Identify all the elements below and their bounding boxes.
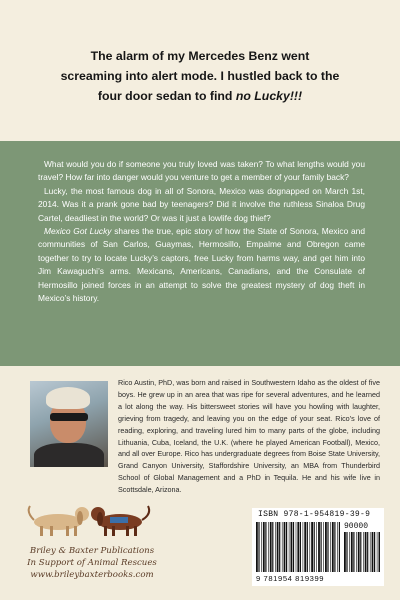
- synopsis-paragraph-3-rest: shares the true, epic story of how the State of Sonora, Mexico and communities of San Carlos, Guaymas, Hermosillo, Empalme and Obregon came together to try to locate Lucky’s captors, free Lucky from harms way, and get him into Jim Kawaguchi’s arms. Mexicans, Americans, Canadians, and the Consulate of Hermosillo joined forces in an attempt to solve the greatest mystery of dog theft in Mexico’s history.: [38, 226, 365, 304]
- barcode-bar: [377, 532, 378, 572]
- barcode-bar: [379, 532, 381, 572]
- publisher-info: [22, 545, 162, 581]
- barcode-bar: [337, 522, 338, 572]
- hook-line-1: The alarm of my Mercedes Benz went: [90, 49, 310, 63]
- synopsis-paragraph-1: What would you do if someone you truly loved was taken? To what lengths would you travel? How far into danger would you venture to get a member of your family back?: [38, 159, 365, 183]
- barcode-bar: [256, 522, 258, 572]
- dachshund-left-icon: [29, 506, 89, 536]
- barcode-bar: [297, 522, 299, 572]
- barcode-bar: [275, 522, 276, 572]
- barcode-bar: [289, 522, 290, 572]
- barcode-bar: [353, 532, 354, 572]
- author-photo: [30, 381, 108, 467]
- synopsis-text: [38, 158, 365, 305]
- barcode-bar: [372, 532, 374, 572]
- dachshund-right-icon: [91, 506, 149, 536]
- barcode-bar: [325, 522, 327, 572]
- synopsis-paragraph-2: Lucky, the most famous dog in all of Sonora, Mexico was dognapped on March 1st, 2014. Was it a prank gone bad by teenagers? Did it involve the ruthless Sinaloa Drug Cartel, deadliest in the world? Or was it just a lowlife dog thief?: [38, 185, 365, 223]
- author-photo-hair: [46, 387, 90, 409]
- barcode-bar: [296, 522, 297, 572]
- barcode-bar: [351, 532, 353, 572]
- publisher-logo-dogs: [20, 492, 160, 542]
- barcode-bar: [316, 522, 317, 572]
- publisher-tagline: In Support of Animal Rescues: [27, 558, 157, 568]
- author-photo-sunglasses: [50, 413, 88, 421]
- hook-line-3-prefix: four door sedan to find: [97, 89, 236, 103]
- author-photo-shirt: [34, 443, 104, 467]
- barcode-bar: [318, 522, 320, 572]
- barcode-bar: [279, 522, 280, 572]
- barcode-bar: [272, 522, 273, 572]
- barcode-bar: [284, 522, 286, 572]
- price-code: 90000: [344, 522, 369, 531]
- barcode-bar: [367, 532, 368, 572]
- hook-line-2: screaming into alert mode. I hustled back to the: [60, 69, 340, 83]
- barcode-bar: [304, 522, 306, 572]
- barcode-bar: [286, 522, 287, 572]
- barcode-bar: [293, 522, 294, 572]
- barcode-bar: [310, 522, 311, 572]
- barcode-bar: [300, 522, 301, 572]
- barcode-bar: [270, 522, 272, 572]
- barcode-bar: [303, 522, 304, 572]
- hook-line-3-italic: no Lucky!!!: [235, 89, 303, 103]
- barcode-bar: [314, 522, 315, 572]
- barcode-bar: [358, 532, 360, 572]
- barcode-bar: [311, 522, 313, 572]
- barcode-bar: [277, 522, 279, 572]
- barcode-bar: [268, 522, 269, 572]
- barcode-bar: [346, 532, 347, 572]
- publisher-name: Briley & Baxter Publications: [29, 546, 155, 556]
- barcode-bar: [363, 532, 364, 572]
- barcode-bar: [332, 522, 334, 572]
- barcode-bar: [327, 522, 328, 572]
- price-barcode: [344, 532, 380, 572]
- barcode-bar: [330, 522, 331, 572]
- barcode-bar: [323, 522, 324, 572]
- ean-barcode: [256, 522, 340, 572]
- barcode-digits: 9 781954 819399: [256, 574, 325, 583]
- barcode-bar: [321, 522, 322, 572]
- barcode-bar: [258, 522, 259, 572]
- barcode-bar: [334, 522, 335, 572]
- barcode-bar: [261, 522, 262, 572]
- book-title-italic: Mexico Got Lucky: [44, 226, 112, 237]
- barcode-bar: [356, 532, 357, 572]
- barcode-bar: [291, 522, 293, 572]
- isbn-label: ISBN 978-1-954819-39-9: [258, 510, 371, 519]
- publisher-website: www.brileybaxterbooks.com: [30, 570, 154, 580]
- barcode-bar: [360, 532, 361, 572]
- hook-quote: [22, 46, 378, 106]
- barcode-bar: [307, 522, 308, 572]
- barcode-bar: [339, 522, 340, 572]
- barcode-bar: [344, 532, 346, 572]
- barcode-bar: [349, 532, 350, 572]
- synopsis-paragraph-3: [38, 225, 365, 305]
- barcode-bar: [282, 522, 283, 572]
- barcode-bar: [265, 522, 266, 572]
- barcode-bar: [365, 532, 367, 572]
- author-bio: Rico Austin, PhD, was born and raised in Southwestern Idaho as the oldest of five boys. He grew up in an area that was ripe for several adventures, and he learned a lot along the way. His bittersweet stories will have you howling with laughter, grieving from tragedy, and leaving you on the edge of your seat. Rico’s love of reading, exploring, and traveling lured him to many parts of the globe, including Lithuania, Cuba, Iceland, the U.K. (where he played American Football), Mexico, and all over Europe. Rico has undergraduate degrees from Boise State University, Grand Canyon University, Staffordshire University, an MBA from Thunderbird School of Global Management and a PhD in Tequila. He and his wife live in Scottsdale, Arizona.: [118, 378, 380, 495]
- barcode-bar: [370, 532, 371, 572]
- barcode-bar: [263, 522, 265, 572]
- barcode-bar: [374, 532, 375, 572]
